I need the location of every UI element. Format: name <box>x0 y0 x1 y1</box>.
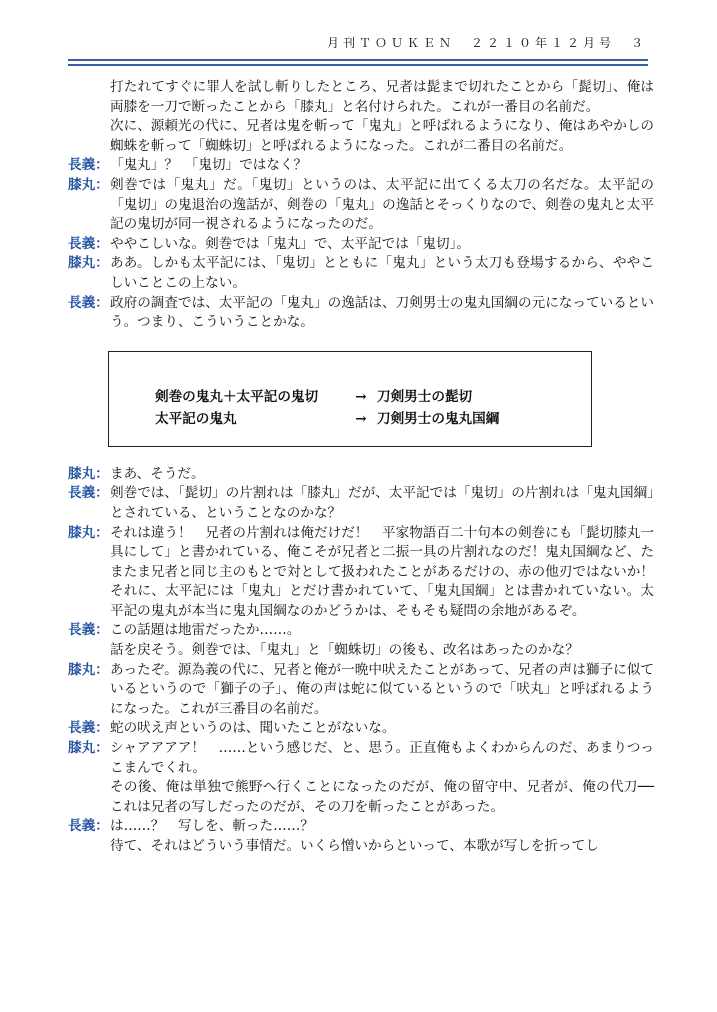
dialogue-line <box>68 235 654 255</box>
speaker-label: 長義： <box>68 485 109 502</box>
formula-left: 剣巻の鬼丸＋太平記の鬼切 <box>155 388 319 405</box>
line-text: ややこしいな。剣巻では「鬼丸」で、太平記では「鬼切」。 <box>110 235 470 252</box>
speaker-label: 長義： <box>68 622 109 639</box>
dialogue-line <box>68 739 654 778</box>
line-text: 剣巻では「鬼丸」だ。「鬼切」というのは、太平記に出てくる太刀の名だな。太平記の「鬼切」の鬼退治の逸話が、剣巻の「鬼丸」の逸話とそっくりなので、剣巻の鬼丸と太平記の鬼切が同一視されるようになったのだ。 <box>110 176 654 233</box>
line-text: まあ、そうだ。 <box>110 465 205 482</box>
dialogue-after <box>68 465 668 857</box>
speaker-label: 膝丸： <box>68 740 109 757</box>
dialogue-line <box>68 621 654 641</box>
formula-right: 刀剣男士の鬼丸国綱 <box>377 410 500 427</box>
line-text: 蛇の吠え声というのは、聞いたことがないな。 <box>110 720 396 737</box>
dialogue-line <box>68 465 654 485</box>
dialogue-line <box>68 117 654 156</box>
line-text: シャアアアア！ ……という感じだ、と、思う。正直俺もよくわからんのだ、あまりつっこまんでくれ。 <box>110 740 654 776</box>
line-text: 政府の調査では、太平記の「鬼丸」の逸話は、刀剣男士の鬼丸国綱の元になっているという。つまり、こういうことかな。 <box>110 294 654 331</box>
dialogue-before <box>68 78 654 333</box>
speaker-label: 長義： <box>68 720 109 737</box>
dialogue-line <box>68 778 654 817</box>
dialogue-line <box>68 484 654 523</box>
line-text: 話を戻そう。剣巻では、「鬼丸」と「蜘蛛切」の後も、改名はあったのかな？ <box>110 642 579 659</box>
dialogue-line <box>68 156 654 176</box>
line-text: は……？ 写しを、斬った……？ <box>110 818 314 835</box>
dialogue-body <box>68 78 668 857</box>
line-text: この話題は地雷だったか……。 <box>110 622 301 639</box>
arrow-icon: → <box>355 388 367 405</box>
arrow-icon: → <box>355 410 367 427</box>
header-rule-bottom <box>68 64 648 66</box>
line-text: あったぞ。源為義の代に、兄者と俺が一晩中吠えたことがあって、兄者の声は獅子に似ているというので「獅子の子」、俺の声は蛇に似ているというので「吠丸」と呼ばれるようになった。これが三番目の名前だ。 <box>110 661 654 717</box>
dialogue-line <box>68 641 654 661</box>
speaker-label: 膝丸： <box>68 465 109 482</box>
speaker-label: 長義： <box>68 235 109 252</box>
formula-row <box>155 386 591 408</box>
speaker-label: 膝丸： <box>68 524 109 541</box>
dialogue-line <box>68 817 654 837</box>
formula-left: 太平記の鬼丸 <box>155 410 237 427</box>
dialogue-line <box>68 294 654 333</box>
dialogue-line <box>68 78 654 117</box>
speaker-label: 長義： <box>68 157 109 174</box>
page-header: 月刊ＴＯＵＫＥＮ ２２１０年１２月号 ３ <box>326 36 647 50</box>
speaker-label: 長義： <box>68 294 109 311</box>
dialogue-line <box>68 524 668 622</box>
dialogue-line <box>68 661 654 720</box>
line-text: ああ。しかも太平記には、「鬼切」とともに「鬼丸」という太刀も登場するから、ややこしいことこの上ない。 <box>110 255 654 291</box>
line-text: 次に、源頼光の代に、兄者は鬼を斬って「鬼丸」と呼ばれるようになり、俺はあやかしの蜘蛛を斬って「蜘蛛切」と呼ばれるようになった。これが二番目の名前だ。 <box>110 118 654 154</box>
dialogue-line <box>68 176 654 235</box>
dialogue-line <box>68 837 654 857</box>
header-rule-top <box>68 59 648 61</box>
speaker-label: 膝丸： <box>68 176 109 193</box>
formula-box <box>108 351 592 447</box>
line-text: その後、俺は単独で熊野へ行くことになったのだが、俺の留守中、兄者が、俺の代刀──これは兄者の写しだったのだが、その刀を斬ったことがあった。 <box>110 779 654 815</box>
speaker-label: 膝丸： <box>68 661 109 678</box>
speaker-label: 長義： <box>68 818 109 835</box>
dialogue-line <box>68 719 654 739</box>
formula-right: 刀剣男士の髭切 <box>377 388 473 405</box>
speaker-label: 膝丸： <box>68 255 109 272</box>
dialogue-line <box>68 254 654 293</box>
line-text: 「鬼丸」？ 「鬼切」ではなく？ <box>110 157 308 174</box>
formula-row <box>155 408 591 430</box>
line-text: 打たれてすぐに罪人を試し斬りしたところ、兄者は髭まで切れたことから「髭切」、俺は両膝を一刀で断ったことから「膝丸」と名付けられた。これが一番目の名前だ。 <box>110 79 654 115</box>
line-text: 剣巻では、「髭切」の片割れは「膝丸」だが、太平記では「鬼切」の片割れは「鬼丸国綱」とされている、ということなのかな？ <box>110 485 654 521</box>
line-text: それは違う！ 兄者の片割れは俺だけだ！ 平家物語百二十句本の剣巻にも「髭切膝丸一具にして」と書かれている、俺こそが兄者と二振一具の片割れなのだ！鬼丸国綱など、たまたま兄者と同じ主のもとで対として扱われたことがあるだけの、赤の他刃ではないか！ それに、太平記には「鬼丸」とだけ書かれていて、「鬼丸国綱」とは書かれていない。太平記の鬼丸が本当に鬼丸国綱なのかどうかは、そもそも疑問の余地があるぞ。 <box>110 524 668 619</box>
line-text: 待て、それはどういう事情だ。いくら憎いからといって、本歌が写しを折ってし <box>110 838 599 854</box>
